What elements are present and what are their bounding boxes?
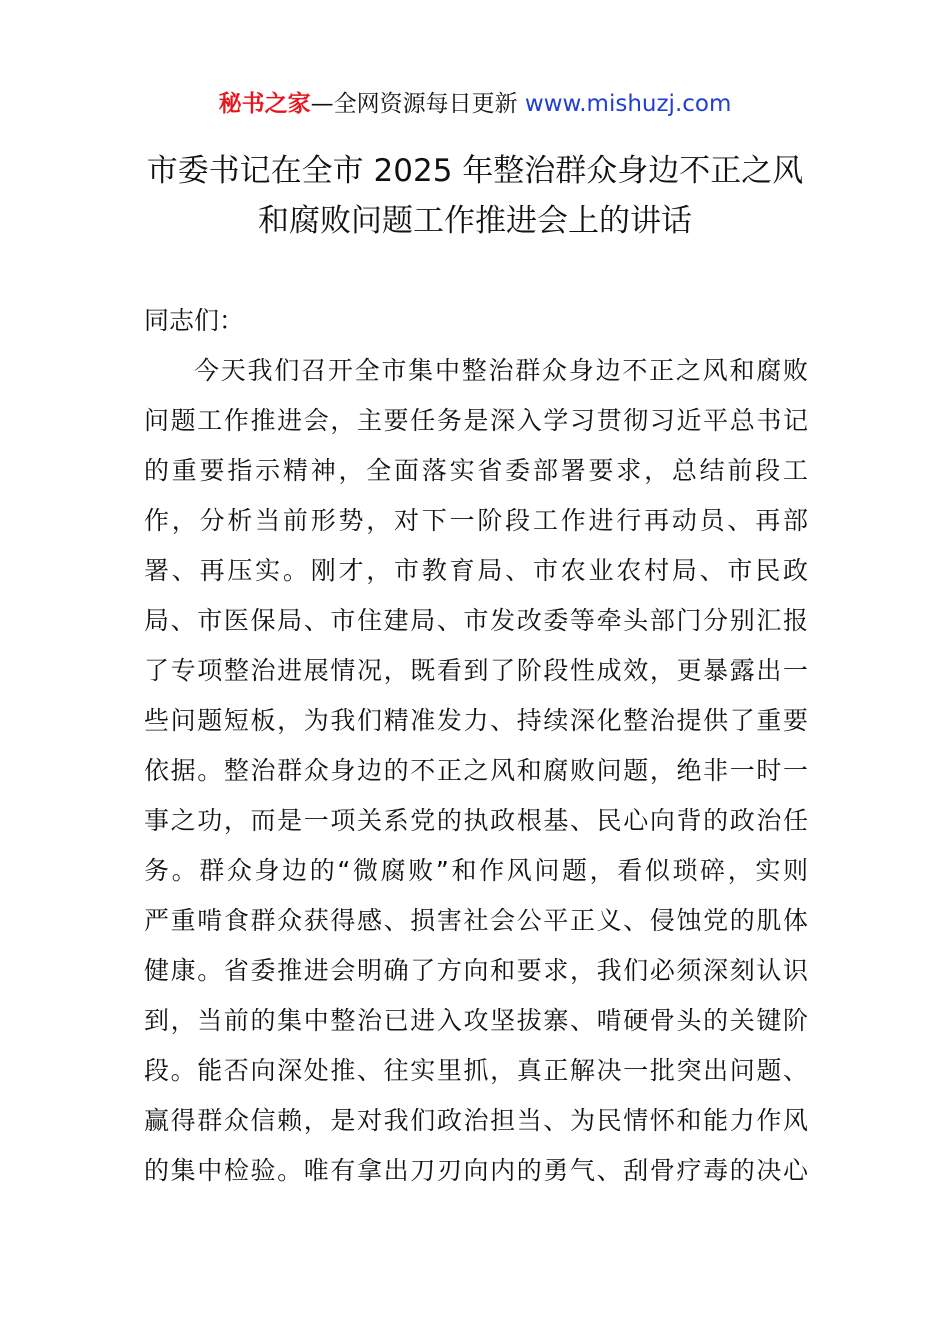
paragraph-line: 局、市医保局、市住建局、市发改委等牵头部门分别汇报 [144, 606, 808, 635]
paragraph-line: 健康。省委推进会明确了方向和要求，我们必须深刻认识 [144, 956, 808, 985]
document-title [0, 146, 950, 246]
title-line-1: 市委书记在全市 2025 年整治群众身边不正之风 [146, 153, 804, 189]
site-header [0, 86, 950, 122]
paragraph-line: 署、再压实。刚才，市教育局、市农业农村局、市民政 [144, 556, 808, 585]
paragraph-line: 到，当前的集中整治已进入攻坚拔寨、啃硬骨头的关键阶 [144, 1006, 808, 1035]
paragraph-line: 严重啃食群众获得感、损害社会公平正义、侵蚀党的肌体 [144, 906, 808, 935]
paragraph-line: 赢得群众信赖，是对我们政治担当、为民情怀和能力作风 [144, 1106, 808, 1135]
title-line-2: 和腐败问题工作推进会上的讲话 [258, 203, 692, 239]
paragraph-line: 务。群众身边的“微腐败”和作风问题，看似琐碎，实则 [144, 856, 808, 885]
greeting: 同志们： [144, 306, 245, 335]
body-paragraph [144, 346, 808, 1196]
site-url-link[interactable]: www.mishuzj.com [524, 91, 732, 117]
paragraph-line: 了专项整治进展情况，既看到了阶段性成效，更暴露出一 [144, 656, 808, 685]
brand-name: 秘书之家 [218, 91, 311, 117]
paragraph-line: 些问题短板，为我们精准发力、持续深化整治提供了重要 [144, 706, 808, 735]
paragraph-line: 今天我们召开全市集中整治群众身边不正之风和腐败 [194, 356, 808, 385]
paragraph-line: 的重要指示精神，全面落实省委部署要求，总结前段工 [144, 456, 808, 485]
paragraph-line: 事之功，而是一项关系党的执政根基、民心向背的政治任 [144, 806, 808, 835]
paragraph-line: 作，分析当前形势，对下一阶段工作进行再动员、再部 [144, 506, 808, 535]
paragraph-line: 的集中检验。唯有拿出刀刃向内的勇气、刮骨疗毒的决心 [144, 1156, 808, 1185]
paragraph-line: 问题工作推进会，主要任务是深入学习贯彻习近平总书记 [144, 406, 808, 435]
paragraph-line: 段。能否向深处推、往实里抓，真正解决一批突出问题、 [144, 1056, 808, 1085]
header-slogan: —全网资源每日更新 [310, 91, 525, 117]
paragraph-line: 依据。整治群众身边的不正之风和腐败问题，绝非一时一 [144, 756, 808, 785]
